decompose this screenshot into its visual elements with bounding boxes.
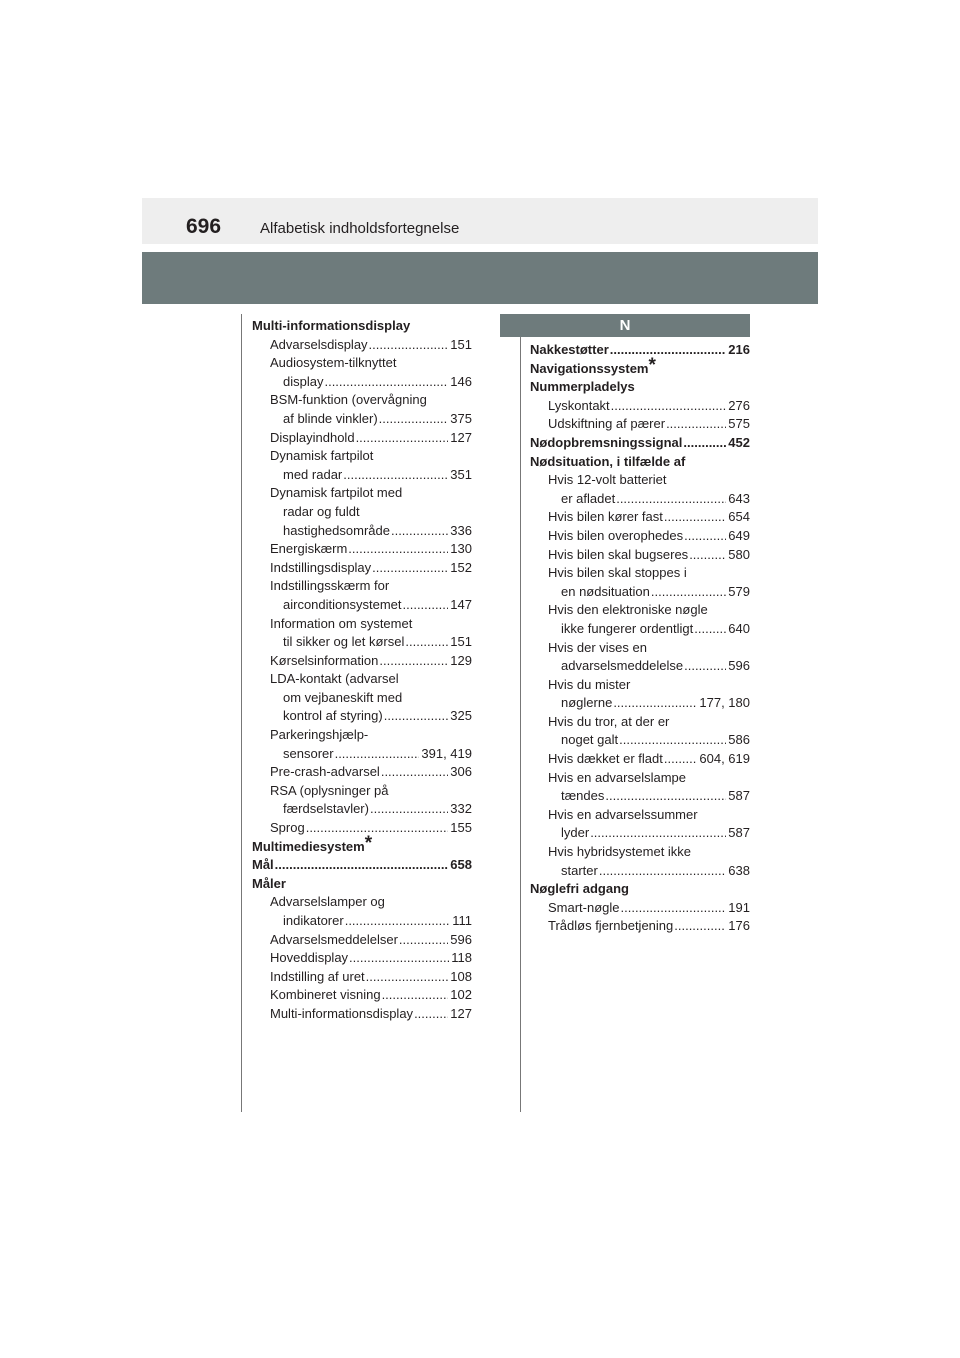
entry-label: Hvis du tror, at der er	[548, 713, 670, 729]
index-entry	[530, 639, 750, 658]
entry-label: til sikker og let kørsel .....	[283, 634, 405, 649]
index-entry	[530, 806, 750, 825]
entry-label: Hoveddisplay .....	[270, 950, 349, 965]
index-entry	[530, 397, 750, 416]
index-entry	[252, 522, 472, 541]
page-reference: 102	[448, 986, 472, 1005]
page-reference: 176	[726, 917, 750, 936]
entry-label: Hvis hybridsystemet ikke	[548, 844, 692, 860]
page-reference: 216	[726, 341, 750, 360]
index-entry	[252, 615, 472, 634]
index-entry	[252, 763, 472, 782]
entry-label: Hvis bilen skal stoppes i	[548, 565, 687, 581]
entry-label: Nøglefri adgang	[530, 881, 629, 897]
index-entry	[252, 373, 472, 392]
index-entry	[530, 880, 750, 899]
index-entry	[252, 466, 472, 485]
index-entry	[530, 824, 750, 843]
index-entry	[252, 745, 472, 764]
entry-label: Hvis 12-volt batteriet	[548, 472, 667, 488]
page-reference: 118	[449, 949, 472, 968]
index-entry	[252, 875, 472, 894]
page-reference: 130	[448, 540, 472, 559]
index-entry	[530, 843, 750, 862]
entry-label: advarselsmeddelelse .....	[561, 658, 684, 673]
index-entry	[530, 601, 750, 620]
index-entry	[252, 912, 472, 931]
index-entry	[252, 819, 472, 838]
entry-label: af blinde vinkler) .....	[283, 411, 379, 426]
page-number: 696	[186, 215, 222, 238]
page-reference: 375	[448, 410, 472, 429]
index-entry	[530, 508, 750, 527]
index-entry	[252, 949, 472, 968]
entry-label: Kørselsinformation .....	[270, 653, 379, 668]
page-reference: 146	[448, 373, 472, 392]
entry-label: ikke fungerer ordentligt .....	[561, 621, 694, 636]
index-entry	[252, 540, 472, 559]
entry-label: Hvis en advarselslampe	[548, 769, 687, 785]
index-entry	[252, 986, 472, 1005]
entry-label: Udskiftning af pærer .....	[548, 416, 666, 431]
page-reference: 127	[448, 1005, 472, 1024]
index-entry	[252, 707, 472, 726]
entry-label: Hvis bilen kører fast .....	[548, 509, 664, 524]
index-entry	[530, 769, 750, 788]
entry-label: tændes .....	[561, 788, 605, 803]
entry-label: Nødsituation, i tilfælde af	[530, 453, 686, 469]
entry-label: airconditionsystemet .....	[283, 597, 403, 612]
index-entry	[530, 657, 750, 676]
index-entry	[530, 750, 750, 769]
page-reference: 575	[726, 415, 750, 434]
entry-label: Multi-informationsdisplay .....	[270, 1006, 414, 1021]
page-reference: 640	[726, 620, 750, 639]
entry-label: sensorer .....	[283, 746, 335, 761]
page-reference: 276	[726, 397, 750, 416]
page-reference: 587	[726, 824, 750, 843]
index-entry	[530, 787, 750, 806]
index-entry	[252, 633, 472, 652]
entry-label: en nødsituation .....	[561, 584, 651, 599]
entry-label: LDA-kontakt (advarsel	[270, 671, 399, 687]
page-reference: 111	[450, 912, 472, 931]
page-reference: 587	[726, 787, 750, 806]
index-entry	[530, 899, 750, 918]
page-reference: 325	[448, 707, 472, 726]
header-band	[142, 198, 818, 244]
entry-label: Hvis bilen skal bugseres .....	[548, 547, 689, 562]
page-reference: 452	[726, 434, 750, 453]
index-entry	[530, 546, 750, 565]
index-entry	[252, 856, 472, 875]
entry-label: Advarselsmeddelelser .....	[270, 932, 399, 947]
entry-label: med radar .....	[283, 467, 343, 482]
index-entry	[252, 410, 472, 429]
entry-label: Audiosystem-tilknyttet	[270, 355, 397, 371]
index-entry	[530, 354, 750, 379]
entry-label: Indstillingsdisplay .....	[270, 560, 372, 575]
entry-label: Hvis dækket er fladt .....	[548, 751, 664, 766]
entry-label: Hvis den elektroniske nøgle	[548, 602, 708, 618]
page-reference: 129	[448, 652, 472, 671]
entry-label: hastighedsområde .....	[283, 523, 391, 538]
index-entry	[530, 731, 750, 750]
index-entry	[530, 490, 750, 509]
entry-label: Lyskontakt .....	[548, 398, 611, 413]
entry-label: Pre-crash-advarsel .....	[270, 764, 381, 779]
section-letter-heading: N	[500, 314, 750, 337]
entry-label: Trådløs fjernbetjening .....	[548, 918, 674, 933]
entry-label: Dynamisk fartpilot	[270, 448, 374, 464]
entry-label: RSA (oplysninger på	[270, 782, 389, 798]
entry-label: noget galt .....	[561, 732, 619, 747]
entry-label: Hvis en advarselssummer	[548, 806, 698, 822]
entry-label: Multi-informationsdisplay	[252, 318, 411, 333]
page-reference: 147	[448, 596, 472, 615]
index-entry	[530, 676, 750, 695]
entry-label: Nødopbremsningssignal .....	[530, 435, 683, 450]
entry-label: Måler	[252, 875, 286, 891]
entry-label: Nummerpladelys	[530, 379, 635, 395]
index-entry	[530, 917, 750, 936]
entry-label: nøglerne .....	[561, 695, 613, 710]
index-entry	[252, 503, 472, 522]
entry-label: Smart-nøgle .....	[548, 900, 621, 915]
index-entry	[530, 862, 750, 881]
entry-label: Dynamisk fartpilot med	[270, 485, 403, 501]
page-reference: 155	[448, 819, 472, 838]
index-entry	[530, 620, 750, 639]
entry-label: Mål .....	[252, 857, 275, 872]
page-reference: 108	[448, 968, 472, 987]
index-entry	[530, 583, 750, 602]
page-reference: 638	[726, 862, 750, 881]
index-entry	[530, 434, 750, 453]
entry-label: lyder .....	[561, 825, 590, 840]
index-entry	[252, 317, 472, 336]
entry-label: om vejbaneskift med	[283, 689, 403, 705]
index-entry	[252, 429, 472, 448]
page-reference: 586	[726, 731, 750, 750]
index-entry	[252, 931, 472, 950]
index-entry	[252, 596, 472, 615]
entry-label: Multimediesystem	[252, 838, 365, 854]
entry-label: Navigationssystem	[530, 360, 649, 376]
page-reference: 151	[448, 633, 472, 652]
entry-label: Kombineret visning .....	[270, 987, 382, 1002]
left-index-column	[252, 317, 472, 1024]
index-entry	[252, 652, 472, 671]
index-entry	[252, 559, 472, 578]
entry-label: Hvis du mister	[548, 676, 631, 692]
page-reference: 191	[726, 899, 750, 918]
index-entry	[530, 527, 750, 546]
index-entry	[530, 471, 750, 490]
entry-label: Parkeringshjælp-	[270, 727, 369, 743]
right-index-column	[530, 341, 750, 936]
index-entry	[252, 968, 472, 987]
left-column-divider	[241, 314, 242, 1112]
entry-label: færdselstavler) .....	[283, 801, 370, 816]
page-reference: 152	[448, 559, 472, 578]
entry-label: display .....	[283, 374, 324, 389]
index-entry	[252, 832, 472, 857]
index-entry	[530, 415, 750, 434]
page-reference: 336	[448, 522, 472, 541]
entry-label: Displayindhold .....	[270, 430, 356, 445]
index-entry	[530, 378, 750, 397]
index-entry	[530, 453, 750, 472]
index-entry	[530, 341, 750, 360]
index-entry	[252, 800, 472, 819]
page-reference: 654	[726, 508, 750, 527]
index-entry	[252, 726, 472, 745]
page-reference: 596	[726, 657, 750, 676]
index-entry	[530, 694, 750, 713]
page-reference: 391, 419	[419, 745, 472, 764]
index-entry	[252, 782, 472, 801]
entry-label: starter .....	[561, 863, 599, 878]
entry-label: indikatorer .....	[283, 913, 345, 928]
page-title: Alfabetisk indholdsfortegnelse	[260, 220, 460, 237]
page-reference: 177, 180	[697, 694, 750, 713]
page-reference: 643	[726, 490, 750, 509]
page-reference: 604, 619	[697, 750, 750, 769]
asterisk-mark: *	[648, 354, 656, 376]
index-entry	[252, 447, 472, 466]
page-reference: 658	[448, 856, 472, 875]
page-reference: 596	[448, 931, 472, 950]
page-reference: 127	[448, 429, 472, 448]
entry-label: Information om systemet	[270, 615, 413, 631]
asterisk-mark: *	[364, 832, 373, 854]
entry-label: er afladet .....	[561, 491, 616, 506]
page-reference: 332	[448, 800, 472, 819]
page-reference: 306	[448, 763, 472, 782]
header-dark-band	[142, 252, 818, 304]
index-entry	[530, 713, 750, 732]
index-entry	[252, 893, 472, 912]
page-reference: 580	[726, 546, 750, 565]
index-entry	[252, 670, 472, 689]
entry-label: Indstillingsskærm for	[270, 578, 390, 594]
entry-label: Indstilling af uret .....	[270, 969, 366, 984]
page-reference: 151	[448, 336, 472, 355]
right-column-divider	[520, 314, 521, 1112]
page-reference: 579	[726, 583, 750, 602]
entry-label: Nakkestøtter .....	[530, 342, 610, 357]
index-entry	[252, 336, 472, 355]
index-entry	[252, 484, 472, 503]
index-entry	[252, 577, 472, 596]
entry-label: Hvis bilen overophedes .....	[548, 528, 684, 543]
entry-label: BSM-funktion (overvågning	[270, 392, 427, 408]
index-entry	[252, 391, 472, 410]
index-entry	[252, 689, 472, 708]
entry-label: Advarselsdisplay .....	[270, 337, 369, 352]
entry-label: Sprog .....	[270, 820, 306, 835]
index-entry	[530, 564, 750, 583]
index-entry	[252, 354, 472, 373]
entry-label: Energiskærm .....	[270, 541, 348, 556]
index-entry	[252, 1005, 472, 1024]
page-reference: 351	[448, 466, 472, 485]
entry-label: kontrol af styring) .....	[283, 708, 384, 723]
page-reference: 649	[726, 527, 750, 546]
entry-label: Advarselslamper og	[270, 894, 385, 910]
entry-label: radar og fuldt	[283, 503, 360, 519]
entry-label: Hvis der vises en	[548, 639, 647, 655]
